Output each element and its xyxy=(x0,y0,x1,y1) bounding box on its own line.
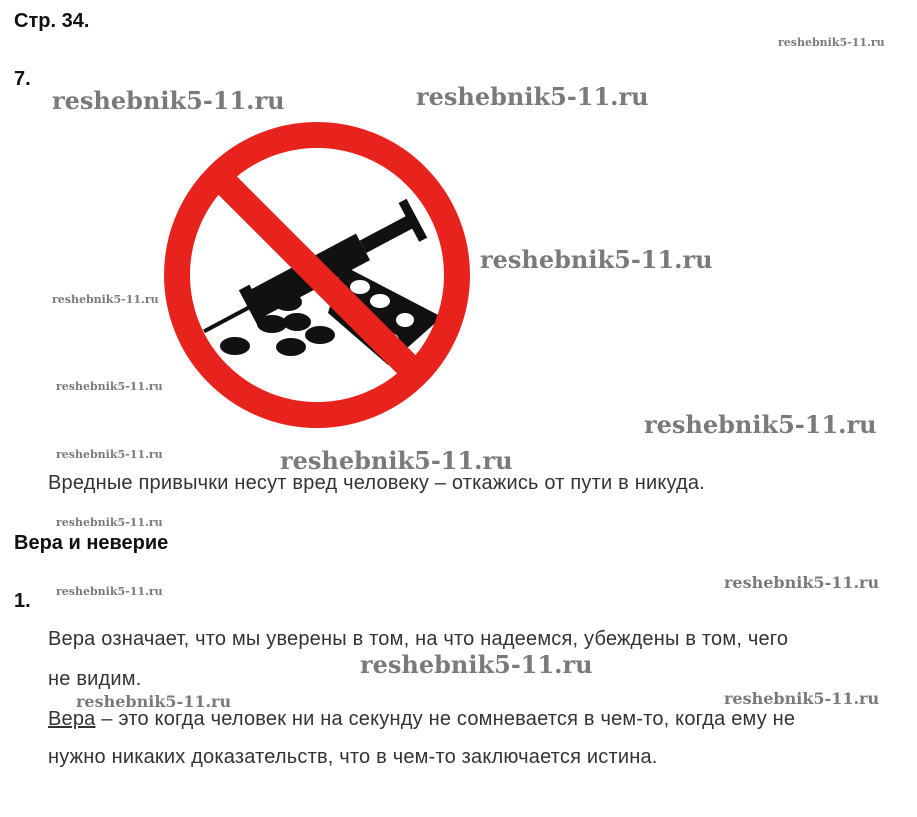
watermark: reshebnik5-11.ru xyxy=(56,448,163,461)
watermark: reshebnik5-11.ru xyxy=(724,689,880,708)
task-number: 7. xyxy=(14,68,31,90)
watermark: reshebnik5-11.ru xyxy=(56,380,163,393)
section-title: Вера и неверие xyxy=(14,532,169,554)
watermark: reshebnik5-11.ru xyxy=(416,82,649,111)
watermark: reshebnik5-11.ru xyxy=(360,650,593,679)
task1-line: Вера означает, что мы уверены в том, на что надеемся, убеждены в том, чего xyxy=(48,628,789,650)
watermark: reshebnik5-11.ru xyxy=(778,36,885,49)
task-number: 1. xyxy=(14,590,31,612)
watermark: reshebnik5-11.ru xyxy=(56,585,163,598)
watermark: reshebnik5-11.ru xyxy=(52,86,285,115)
task1-line: не видим. xyxy=(48,668,142,690)
watermark: reshebnik5-11.ru xyxy=(480,245,713,274)
task1-definition xyxy=(48,708,795,731)
no-drugs-icon xyxy=(160,105,480,445)
task1-line: – это когда человек ни на секунду не сомневается в чем-то, когда ему не xyxy=(95,708,796,730)
watermark: reshebnik5-11.ru xyxy=(56,516,163,529)
watermark: reshebnik5-11.ru xyxy=(280,446,513,475)
term-vera: Вера xyxy=(48,708,96,730)
task7-sentence: Вредные привычки несут вред человеку – откажись от пути в никуда. xyxy=(48,472,705,494)
watermark: reshebnik5-11.ru xyxy=(644,410,877,439)
task1-line: нужно никаких доказательств, что в чем-то заключается истина. xyxy=(48,746,658,768)
watermark: reshebnik5-11.ru xyxy=(52,293,159,306)
page-label: Стр. 34. xyxy=(14,10,90,32)
watermark: reshebnik5-11.ru xyxy=(76,692,232,711)
pills-icon xyxy=(220,293,335,356)
watermark: reshebnik5-11.ru xyxy=(724,573,880,592)
